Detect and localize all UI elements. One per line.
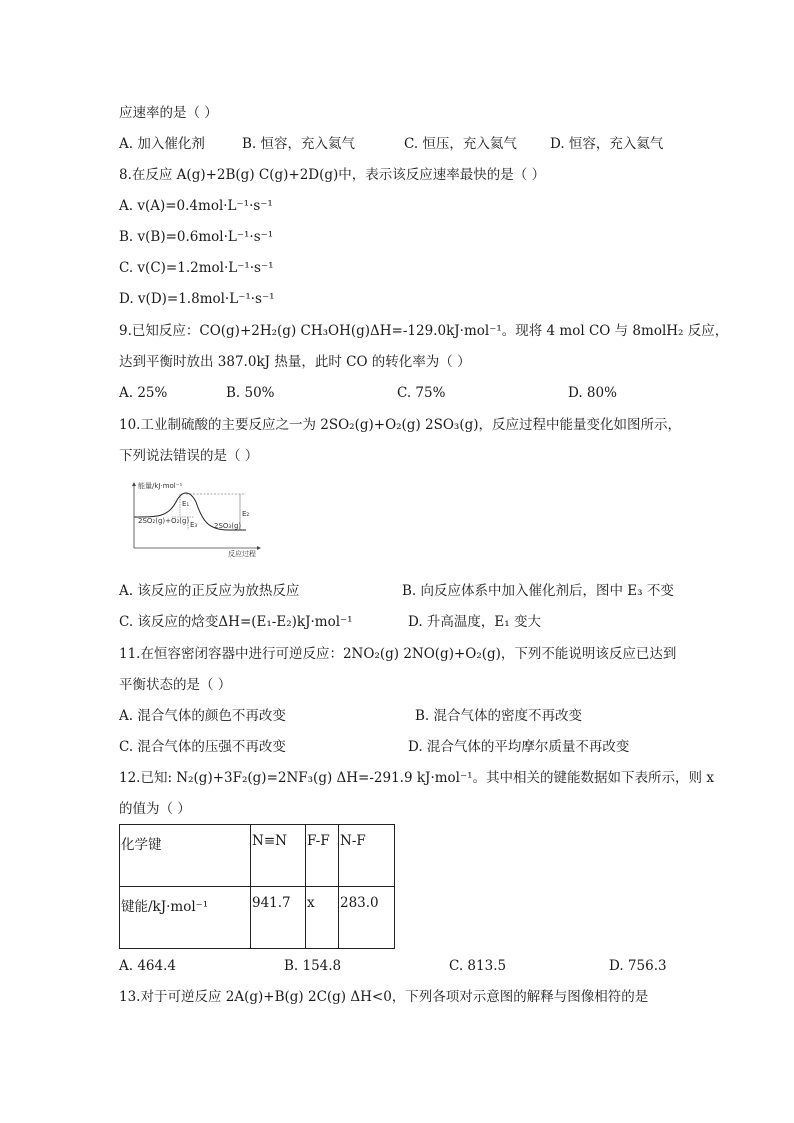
table-header-cell: F-F bbox=[306, 825, 339, 887]
bond-energy-table bbox=[119, 824, 395, 949]
table-header-cell: 化学键 bbox=[120, 825, 251, 887]
q7-option-d: D. 恒容，充入氦气 bbox=[550, 136, 664, 152]
q12-stem-line1: 12.已知: N₂(g)+3F₂(g)=2NF₃(g) ΔH=-291.9 kJ·mol⁻¹。其中相关的键能数据如下表所示，则 x bbox=[119, 770, 714, 786]
q11-option-b: B. 混合气体的密度不再改变 bbox=[415, 708, 583, 724]
q10-stem-line2: 下列说法错误的是（ ） bbox=[119, 448, 259, 464]
q12-option-a: A. 464.4 bbox=[119, 958, 176, 974]
q8-option-d: D. v(D)=1.8mol·L⁻¹·s⁻¹ bbox=[119, 291, 275, 307]
q8-stem: 8.在反应 A(g)+2B(g) C(g)+2D(g)中，表示该反应速率最快的是（ ） bbox=[119, 167, 546, 183]
q12-option-d: D. 756.3 bbox=[609, 958, 667, 974]
table-header-cell: N≡N bbox=[251, 825, 306, 887]
table-cell: x bbox=[306, 887, 339, 949]
q11-option-d: D. 混合气体的平均摩尔质量不再改变 bbox=[408, 739, 630, 755]
q9-stem-line1: 9.已知反应：CO(g)+2H₂(g) CH₃OH(g)ΔH=-129.0kJ·mol⁻¹。现将 4 mol CO 与 8molH₂ 反应， bbox=[119, 323, 729, 339]
energy-xlabel: 反应过程 bbox=[228, 550, 256, 558]
table-header-cell: N-F bbox=[339, 825, 395, 887]
energy-label-e2: E₂ bbox=[242, 510, 250, 518]
table-cell: 941.7 bbox=[251, 887, 306, 949]
q10-option-c: C. 该反应的焓变ΔH=(E₁-E₂)kJ·mol⁻¹ bbox=[119, 614, 353, 630]
energy-label-e1: E₁ bbox=[182, 500, 190, 508]
energy-products: 2SO₃(g) bbox=[214, 522, 242, 530]
q10-stem-line1: 10.工业制硫酸的主要反应之一为 2SO₂(g)+O₂(g) 2SO₃(g)，反应过程中能量变化如图所示， bbox=[119, 417, 682, 433]
energy-diagram bbox=[128, 480, 268, 560]
q10-option-b: B. 向反应体系中加入催化剂后，图中 E₃ 不变 bbox=[402, 583, 674, 599]
q7-stem-tail: 应速率的是（ ） bbox=[119, 105, 218, 121]
table-row bbox=[120, 825, 395, 887]
q9-option-b: B. 50% bbox=[226, 385, 275, 401]
table-cell: 283.0 bbox=[339, 887, 395, 949]
q7-option-b: B. 恒容，充入氦气 bbox=[242, 136, 356, 152]
q11-option-c: C. 混合气体的压强不再改变 bbox=[119, 739, 286, 755]
q10-option-a: A. 该反应的正反应为放热反应 bbox=[119, 583, 300, 599]
q8-option-b: B. v(B)=0.6mol·L⁻¹·s⁻¹ bbox=[119, 229, 274, 245]
q12-stem-line2: 的值为（ ） bbox=[119, 801, 191, 817]
q12-option-b: B. 154.8 bbox=[284, 958, 342, 974]
q11-stem-line2: 平衡状态的是（ ） bbox=[119, 677, 232, 693]
q11-stem-line1: 11.在恒容密闭容器中进行可逆反应：2NO₂(g) 2NO(g)+O₂(g)，下列不能说明该反应已达到 bbox=[119, 646, 677, 662]
energy-reactants: 2SO₂(g)+O₂(g) bbox=[138, 517, 190, 525]
table-cell: 键能/kJ·mol⁻¹ bbox=[120, 887, 251, 949]
q9-option-a: A. 25% bbox=[119, 385, 168, 401]
q8-option-c: C. v(C)=1.2mol·L⁻¹·s⁻¹ bbox=[119, 260, 274, 276]
q8-option-a: A. v(A)=0.4mol·L⁻¹·s⁻¹ bbox=[119, 198, 273, 214]
q12-option-c: C. 813.5 bbox=[449, 958, 507, 974]
q9-stem-line2: 达到平衡时放出 387.0kJ 热量，此时 CO 的转化率为（ ） bbox=[119, 354, 471, 370]
q9-option-d: D. 80% bbox=[568, 385, 617, 401]
energy-label-e3: E₃ bbox=[190, 521, 198, 529]
table-row bbox=[120, 887, 395, 949]
energy-ylabel: 能量/kJ·mol⁻¹ bbox=[138, 482, 183, 490]
q11-option-a: A. 混合气体的颜色不再改变 bbox=[119, 708, 286, 724]
q9-option-c: C. 75% bbox=[397, 385, 446, 401]
q13-stem: 13.对于可逆反应 2A(g)+B(g) 2C(g) ΔH<0，下列各项对示意图的解释与图像相符的是 bbox=[119, 989, 649, 1005]
q10-option-d: D. 升高温度，E₁ 变大 bbox=[408, 614, 541, 630]
q7-option-c: C. 恒压，充入氦气 bbox=[404, 136, 517, 152]
q7-option-a: A. 加入催化剂 bbox=[119, 136, 205, 152]
